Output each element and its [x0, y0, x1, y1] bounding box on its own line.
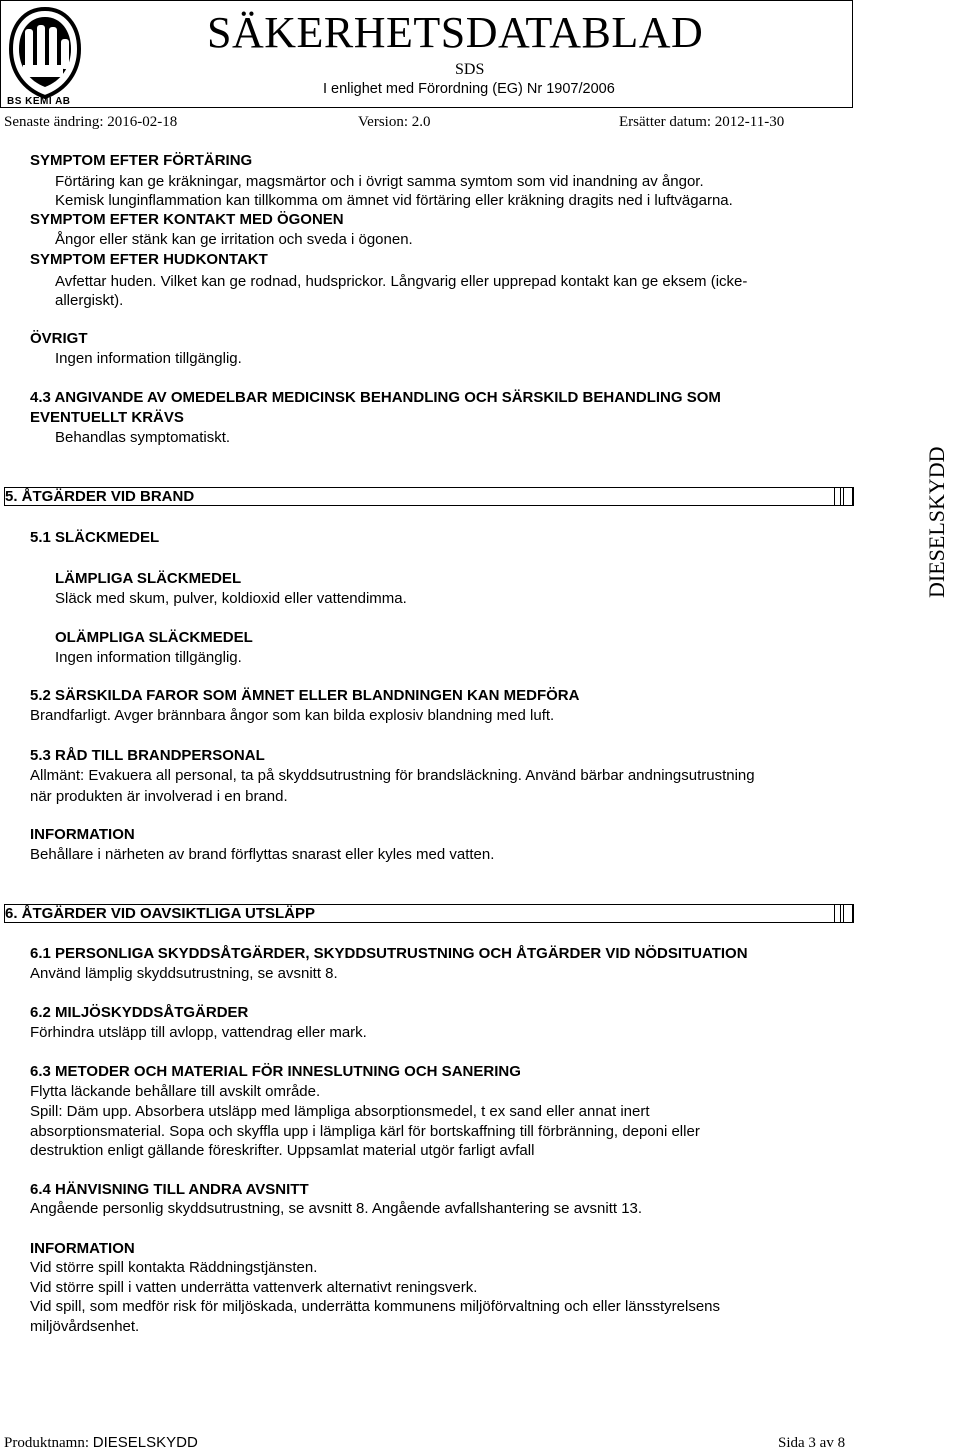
- regulation-text: I enlighet med Förordning (EG) Nr 1907/2006: [323, 81, 615, 97]
- s62-heading: 6.2 MILJÖSKYDDSÅTGÄRDER: [30, 1004, 249, 1021]
- s6-info-text-2: Vid större spill i vatten underrätta vattenverk alternativt reningsverk.: [30, 1279, 478, 1296]
- skin-text-1: Avfettar huden. Vilket kan ge rodnad, hudsprickor. Långvarig eller upprepad kontakt kan ge eksem (icke-: [55, 273, 748, 290]
- s5-info-heading: INFORMATION: [30, 826, 135, 843]
- s64-text: Angående personlig skyddsutrustning, se avsnitt 8. Angående avfallshantering se avsnitt 13.: [30, 1200, 643, 1217]
- replaces-date: Ersätter datum: 2012-11-30: [619, 114, 785, 130]
- s63-text-1: Flytta läckande behållare till avskilt område.: [30, 1083, 321, 1100]
- section-5-bar: [4, 487, 853, 506]
- s52-text: Brandfarligt. Avger brännbara ångor som kan bilda explosiv blandning med luft.: [30, 707, 555, 724]
- section-5-title: 5. ÅTGÄRDER VID BRAND: [5, 488, 195, 505]
- s6-info-text-1: Vid större spill kontakta Räddningstjänsten.: [30, 1259, 318, 1276]
- s43-heading-2: EVENTUELLT KRÄVS: [30, 409, 184, 426]
- sds-label: SDS: [455, 61, 485, 78]
- logo-text: BS KEMI AB: [7, 96, 71, 107]
- eye-heading: SYMPTOM EFTER KONTAKT MED ÖGONEN: [30, 211, 344, 228]
- eye-text: Ångor eller stänk kan ge irritation och sveda i ögonen.: [55, 231, 413, 248]
- s61-heading: 6.1 PERSONLIGA SKYDDSÅTGÄRDER, SKYDDSUTRUSTNING OCH ÅTGÄRDER VID NÖDSITUATION: [30, 945, 748, 962]
- product-name: DIESELSKYDD: [92, 1434, 198, 1451]
- bs-kemi-logo: [7, 5, 83, 109]
- s52-heading: 5.2 SÄRSKILDA FAROR SOM ÄMNET ELLER BLANDNINGEN KAN MEDFÖRA: [30, 687, 580, 704]
- product-label: Produktnamn:: [4, 1435, 89, 1451]
- svg-text:DIESELSKYDD: DIESELSKYDD: [924, 446, 949, 598]
- side-product-label: [900, 440, 960, 600]
- revision-date: Senaste ändring: 2016-02-18: [4, 114, 178, 130]
- skin-heading: SYMPTOM EFTER HUDKONTAKT: [30, 251, 268, 268]
- section-6-bar: [4, 904, 853, 923]
- s43-heading-1: 4.3 ANGIVANDE AV OMEDELBAR MEDICINSK BEHANDLING OCH SÄRSKILD BEHANDLING SOM: [30, 389, 721, 406]
- ingestion-text-2: Kemisk lunginflammation kan tillkomma om ämnet vid förtäring eller kräkning dragits ned i luftvägarna.: [55, 192, 733, 209]
- document-header: [0, 0, 853, 108]
- unsuitable-text: Ingen information tillgänglig.: [55, 649, 242, 666]
- s6-info-heading: INFORMATION: [30, 1240, 135, 1257]
- page-number: Sida 3 av 8: [778, 1435, 846, 1451]
- version: Version: 2.0: [358, 114, 431, 130]
- suitable-heading: LÄMPLIGA SLÄCKMEDEL: [55, 570, 242, 587]
- ingestion-text-1: Förtäring kan ge kräkningar, magsmärtor och i övrigt samma symtom som vid inandning av ångor.: [55, 173, 704, 190]
- footer-product: [4, 1433, 198, 1453]
- section-6-title: 6. ÅTGÄRDER VID OAVSIKTLIGA UTSLÄPP: [5, 905, 316, 922]
- s53-text-1: Allmänt: Evakuera all personal, ta på skyddsutrustning för brandsläckning. Använd bärbar andningsutrustning: [30, 767, 755, 784]
- s53-text-2: när produkten är involverad i en brand.: [30, 788, 288, 805]
- s64-heading: 6.4 HÄNVISNING TILL ANDRA AVSNITT: [30, 1181, 309, 1198]
- document-title: SÄKERHETSDATABLAD: [207, 8, 704, 57]
- s63-text-4: destruktion enligt gällande föreskrifter. Uppsamlat material utgör farligt avfall: [30, 1142, 535, 1159]
- s61-text: Använd lämplig skyddsutrustning, se avsnitt 8.: [30, 965, 338, 982]
- s6-info-text-4: miljövårdsenhet.: [30, 1318, 140, 1335]
- skin-text-2: allergiskt).: [55, 292, 124, 309]
- s43-text: Behandlas symptomatiskt.: [55, 429, 231, 446]
- s62-text: Förhindra utsläpp till avlopp, vattendrag eller mark.: [30, 1024, 367, 1041]
- other-heading: ÖVRIGT: [30, 330, 88, 347]
- ingestion-heading: SYMPTOM EFTER FÖRTÄRING: [30, 152, 253, 169]
- s63-text-2: Spill: Däm upp. Absorbera utsläpp med lämpliga absorptionsmedel, t ex sand eller annat inert: [30, 1103, 650, 1120]
- s5-info-text: Behållare i närheten av brand förflyttas snarast eller kyles med vatten.: [30, 846, 495, 863]
- s53-heading: 5.3 RÅD TILL BRANDPERSONAL: [30, 747, 265, 764]
- s63-heading: 6.3 METODER OCH MATERIAL FÖR INNESLUTNING OCH SANERING: [30, 1063, 521, 1080]
- s63-text-3: absorptionsmaterial. Sopa och skyffla upp i lämpliga kärl för bortskaffning till förbränning, deponi eller: [30, 1123, 700, 1140]
- suitable-text: Släck med skum, pulver, koldioxid eller vattendimma.: [55, 590, 407, 607]
- s6-info-text-3: Vid spill, som medför risk för miljöskada, underrätta kommunens miljöförvaltning och eller länsstyrelsens: [30, 1298, 720, 1315]
- s51-heading: 5.1 SLÄCKMEDEL: [30, 529, 160, 546]
- unsuitable-heading: OLÄMPLIGA SLÄCKMEDEL: [55, 629, 253, 646]
- other-text: Ingen information tillgänglig.: [55, 350, 242, 367]
